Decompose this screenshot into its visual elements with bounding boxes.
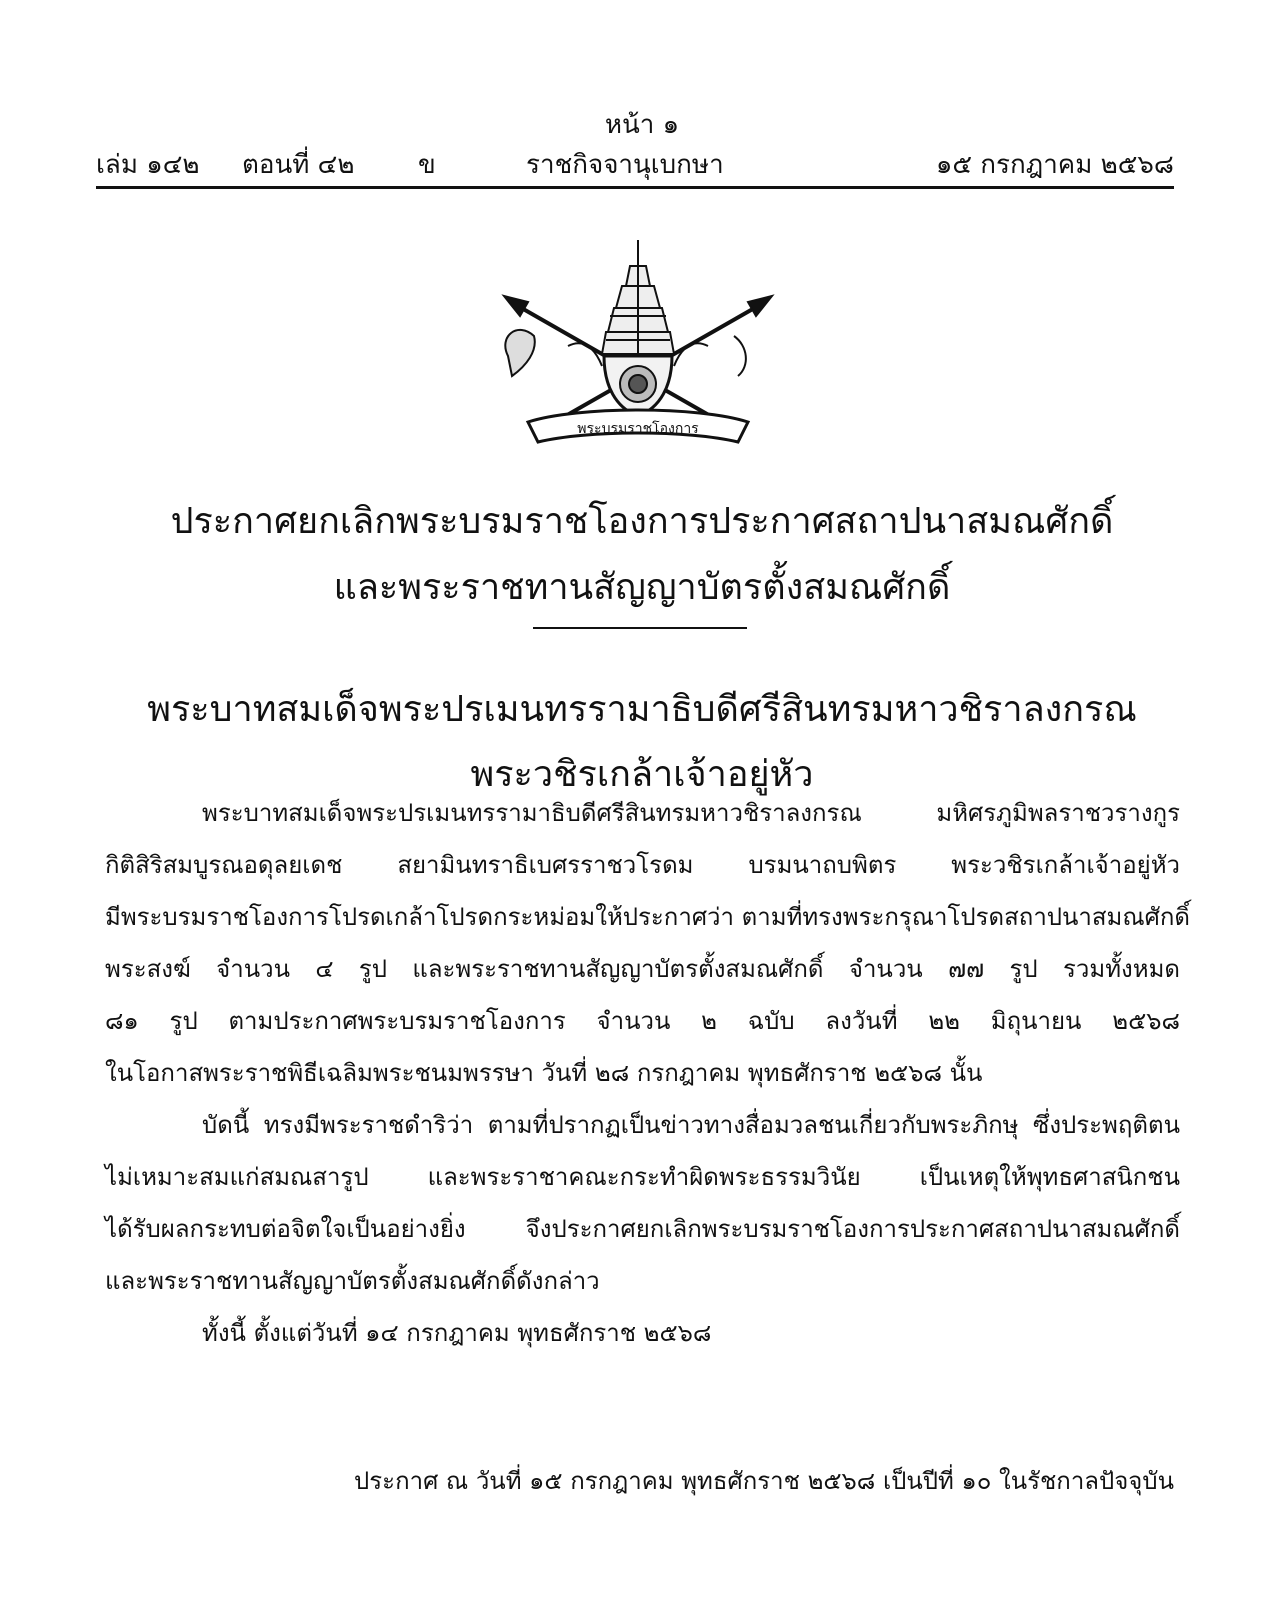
body-line: ไม่เหมาะสมแก่สมณสารูป และพระราชาคณะกระทำผิดพระธรรมวินัย เป็นเหตุให้พุทธศาสนิกชน — [105, 1163, 1180, 1191]
header-divider — [96, 186, 1174, 189]
announcement-subtitle: และพระราชทานสัญญาบัตรตั้งสมณศักดิ์ — [333, 567, 951, 608]
effective-date-line: ทั้งนี้ ตั้งแต่วันที่ ๑๔ กรกฎาคม พุทธศักราช ๒๕๖๘ — [202, 1319, 712, 1347]
title-divider — [533, 627, 747, 629]
body-line: และพระราชทานสัญญาบัตรตั้งสมณศักดิ์ดังกล่าว — [105, 1267, 600, 1295]
issue-type: ข — [418, 150, 436, 180]
gazette-name: ราชกิจจานุเบกษา — [526, 150, 724, 180]
royal-seal-emblem-icon — [498, 236, 778, 466]
volume-number: เล่ม ๑๔๒ — [96, 150, 200, 180]
body-line: พระสงฆ์ จำนวน ๔ รูป และพระราชทานสัญญาบัตรตั้งสมณศักดิ์ จำนวน ๗๗ รูป รวมทั้งหมด — [105, 955, 1180, 983]
body-line: บัดนี้ ทรงมีพระราชดำริว่า ตามที่ปรากฏเป็นข่าวทางสื่อมวลชนเกี่ยวกับพระภิกษุ ซึ่งประพฤติตน — [202, 1111, 1180, 1139]
page-number: หน้า ๑ — [604, 110, 680, 140]
body-line: มีพระบรมราชโองการโปรดเกล้าโปรดกระหม่อมให้ประกาศว่า ตามที่ทรงพระกรุณาโปรดสถาปนาสมณศักดิ์ — [105, 903, 1190, 931]
gazette-header — [96, 144, 1174, 184]
proclamation-date: ประกาศ ณ วันที่ ๑๕ กรกฎาคม พุทธศักราช ๒๕๖๘ เป็นปีที่ ๑๐ ในรัชกาลปัจจุบัน — [354, 1467, 1174, 1495]
gazette-date: ๑๕ กรกฎาคม ๒๕๖๘ — [935, 150, 1174, 180]
body-line: ในโอกาสพระราชพิธีเฉลิมพระชนมพรรษา วันที่ ๒๘ กรกฎาคม พุทธศักราช ๒๕๖๘ นั้น — [105, 1059, 983, 1087]
body-line: ๘๑ รูป ตามประกาศพระบรมราชโองการ จำนวน ๒ ฉบับ ลงวันที่ ๒๒ มิถุนายน ๒๕๖๘ — [105, 1007, 1180, 1035]
body-line: ได้รับผลกระทบต่อจิตใจเป็นอย่างยิ่ง จึงประกาศยกเลิกพระบรมราชโองการประกาศสถาปนาสมณศักดิ์ — [105, 1215, 1180, 1243]
svg-text:พระบรมราชโองการ: พระบรมราชโองการ — [577, 421, 699, 437]
king-title-second-line: พระวชิรเกล้าเจ้าอยู่หัว — [470, 754, 814, 795]
body-line: กิติสิริสมบูรณอดุลยเดช สยามินทราธิเบศรราชวโรดม บรมนาถบพิตร พระวชิรเกล้าเจ้าอยู่หัว — [105, 851, 1180, 879]
body-line: พระบาทสมเด็จพระปรเมนทรรามาธิบดีศรีสินทรมหาวชิราลงกรณ มหิศรภูมิพลราชวรางกูร — [202, 799, 1180, 827]
king-title: พระบาทสมเด็จพระปรเมนทรรามาธิบดีศรีสินทรมหาวชิราลงกรณ — [147, 689, 1137, 730]
announcement-title: ประกาศยกเลิกพระบรมราชโองการประกาศสถาปนาสมณศักดิ์ — [170, 501, 1114, 542]
issue-number: ตอนที่ ๔๒ — [242, 150, 355, 180]
